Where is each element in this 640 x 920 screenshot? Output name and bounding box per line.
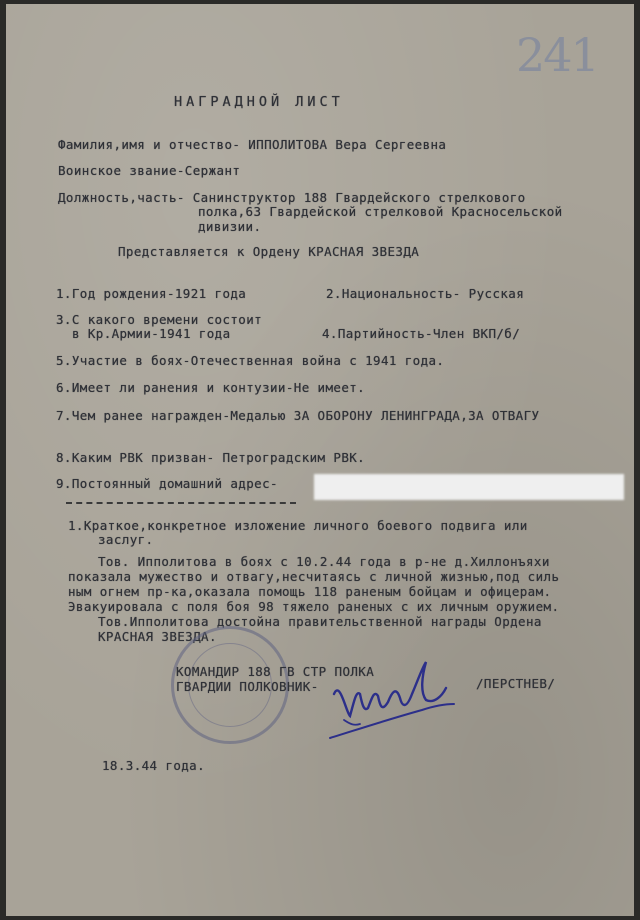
item-nationality: 2.Национальность- Русская [326,286,525,301]
presented-line: Представляется к Ордену КРАСНАЯ ЗВЕЗДА [118,244,420,259]
rank-line: Воинское звание-Сержант [58,163,241,178]
surname-line: Фамилия,имя и отчество- ИППОЛИТОВА Вера Сергеевна [58,137,447,152]
commander-name: /ПЕРСТНЕВ/ [476,676,556,691]
item-service-since-value: в Кр.Армии-1941 года [72,326,231,341]
position-line-3: дивизии. [198,219,262,234]
commander-signature [326,650,466,748]
position-line-2: полка,63 Гвардейской стрелковой Красносельской [198,204,563,219]
item-service-since: 3.С какого времени состоит [56,312,263,327]
award-sheet [6,4,634,916]
redaction-block [314,474,624,500]
feat-heading-2: заслуг. [98,532,154,547]
document-date: 18.3.44 года. [102,758,206,773]
position-line-1: Должность,часть- Санинструктор 188 Гвардейского стрелкового [58,190,526,205]
feat-text-1: Тов. Ипполитова в боях с 10.2.44 года в р-не д.Хиллонъяхи [98,554,550,569]
feat-text-6: КРАСНАЯ ЗВЕЗДА. [98,629,217,644]
item-home-address: 9.Постоянный домашний адрес- [56,476,278,491]
item-party: 4.Партийность-Член ВКП/б/ [322,326,521,341]
item-birth-year: 1.Год рождения-1921 года [56,286,247,301]
commander-title-2: ГВАРДИИ ПОЛКОВНИК- [176,679,319,694]
item-battles: 5.Участие в боях-Отечественная война с 1941 года. [56,353,445,368]
section-divider [66,502,296,504]
feat-heading-1: 1.Краткое,конкретное изложение личного боевого подвига или [68,518,528,533]
feat-text-3: ным огнем пр-ка,оказала помощь 118 раненым бойцам и офицерам. [68,584,552,599]
feat-text-2: показала мужество и отвагу,несчитаясь с личной жизнью,под силь [68,569,560,584]
item-draft-office: 8.Каким РВК призван- Петроградским РВК. [56,450,366,465]
archive-number: 241 [516,28,598,82]
feat-text-5: Тов.Ипполитова достойна правительственной награды Ордена [98,614,542,629]
feat-text-4: Эвакуировала с поля боя 98 тяжело раненых с их личным оружием. [68,599,560,614]
document-title: НАГРАДНОЙ ЛИСТ [174,94,344,110]
commander-title-1: КОМАНДИР 188 ГВ СТР ПОЛКА [176,664,375,679]
item-wounds: 6.Имеет ли ранения и контузии-Не имеет. [56,380,366,395]
item-previous-awards: 7.Чем ранее награжден-Медалью ЗА ОБОРОНУ ЛЕНИНГРАДА,ЗА ОТВАГУ [56,408,540,423]
